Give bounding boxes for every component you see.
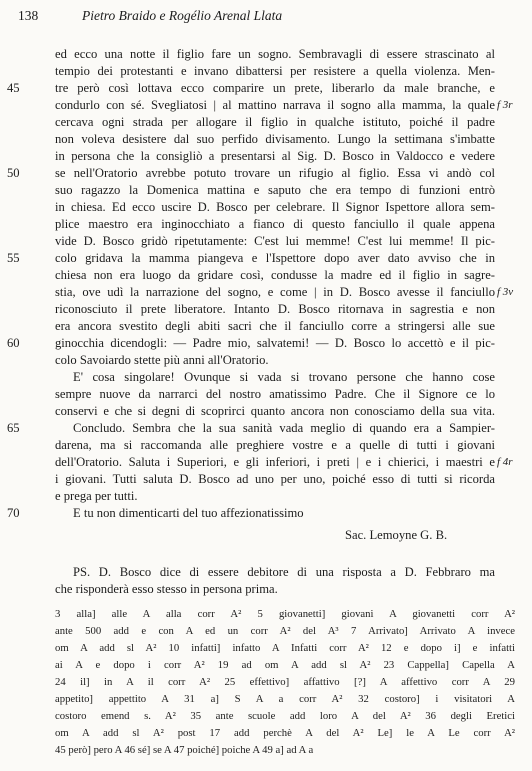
text-line: chiesa non era luogo da gridare così, condusse la madre ed il figlio in sagre- xyxy=(55,268,495,282)
folio-note: f 4r xyxy=(497,456,513,468)
text-line: tre però così lottava ecco comparire un prete, liberarlo da male branche, e xyxy=(55,81,495,95)
text-line: era ancora svestito degli abiti sacri che il fanciullo corre a stringersi alle sue xyxy=(55,319,495,333)
text-line: i giovani. Tutti saluta D. Bosco ad uno per uno, poiché esso di tutti si ricorda xyxy=(55,472,495,486)
text-line: colo gridava la mamma piangeva e l'Ispettore dopo aver dato avviso che in xyxy=(55,251,495,265)
apparatus-line: 3 alla] alle A alla corr A² 5 giovanetti] giovani A giovanetti corr A² xyxy=(55,608,515,620)
text-line: ed ecco una notte il figlio fare un sogno. Sembravagli di essere strascinato al xyxy=(55,47,495,61)
text-line: Concludo. Sembra che la sua sanità vada meglio di quando era a Sampier- xyxy=(73,421,495,435)
apparatus-line: om A add sl A² 10 infatti] infatto A Infatti corr A² 12 e dopo i] e infatti xyxy=(55,642,515,654)
text-line: sempre nuove da narrarci del nostro amatissimo Padre. Che il Signore ce lo xyxy=(55,387,495,401)
apparatus-line: om A add sl A² post 17 add perchè A del A² Le] le A Le corr A² xyxy=(55,727,515,739)
text-line: E' cosa singolare! Ovunque si vada si trovano persone che hanno cose xyxy=(73,370,495,384)
line-number: 65 xyxy=(7,421,20,435)
text-line: ginocchia dicendogli: — Padre mio, salvatemi! — D. Bosco lo accettò e il pic- xyxy=(55,336,495,350)
running-title: Pietro Braido e Rogélio Arenal Llata xyxy=(82,8,283,23)
line-number: 50 xyxy=(7,166,20,180)
text-line: se nell'Oratorio avrebbe potuto trovare un rifugio al figlio. Essa vi andò col xyxy=(55,166,495,180)
apparatus-line: 45 però] pero A 46 sé] se A 47 poiché] poiche A 49 a] ad A a xyxy=(55,744,314,756)
text-line: darena, ma si raccomanda alle preghiere vostre e a quelle di tutti i giovani xyxy=(55,438,495,452)
signature: Sac. Lemoyne G. B. xyxy=(345,528,448,542)
text-line: vide D. Bosco gridò ripetutamente: C'est lui memme! C'est lui memme! Il pic- xyxy=(55,234,495,248)
line-number: 60 xyxy=(7,336,20,350)
text-line: condurlo con sé. Svegliatosi | al mattino narrava il sogno alla mamma, la quale xyxy=(55,98,495,112)
text-line: tempio dei protestanti e invano dibattersi per resistere a quella violenza. Men- xyxy=(55,64,495,78)
text-line: riconosciuto il prete liberatore. Intanto D. Bosco ritornava in sagrestia e non xyxy=(55,302,495,316)
postscript-line: PS. D. Bosco dice di essere debitore di una risposta a D. Febbraro ma xyxy=(73,565,495,579)
folio-note: f 3r xyxy=(497,99,513,111)
apparatus-line: appetito] appettito A 31 a] S A a corr A² 32 costoro] i visitatori A xyxy=(55,693,515,705)
text-line: suo ragazzo la Domenica mattina e saputo che era tempo di funzioni entrò xyxy=(55,183,495,197)
text-line: non voleva desistere dal suo perfido divisamento. Lungo la settimana s'imbatte xyxy=(55,132,495,146)
text-line: in chiesa. Ed ecco uscire D. Bosco per celebrare. Il Signor Ispettore allora sem- xyxy=(55,200,495,214)
folio-note: f 3v xyxy=(497,286,514,298)
apparatus-line: ai A e dopo i corr A² 19 ad om A add sl A² 23 Cappella] Capella A xyxy=(55,659,515,671)
apparatus-line: 24 il] in A il corr A² 25 effettivo] affattivo [?] A affettivo corr A 29 xyxy=(55,676,515,688)
text-line: stia, ove udì la narrazione del sogno, e come | in D. Bosco avesse il fanciullo xyxy=(55,285,495,299)
text-line: colo Savoiardo stette più anni all'Oratorio. xyxy=(55,353,269,367)
text-line: dell'Oratorio. Saluta i Superiori, e gli inferiori, i preti | e i chierici, i maestri e xyxy=(55,455,495,469)
text-line: cercava ogni strada per allogare il figlio in qualche istituto, poiché il padre xyxy=(55,115,495,129)
line-number: 70 xyxy=(7,506,20,520)
apparatus-line: costoro emend s. A² 35 ante scuole add loro A del A² 36 degli Eretici xyxy=(55,710,515,722)
page-number: 138 xyxy=(18,8,39,23)
line-number: 55 xyxy=(7,251,20,265)
text-line: E tu non dimenticarti del tuo affezionatissimo xyxy=(73,506,304,520)
text-line: conservi e che si degni di scoprirci quanto ancora non conosciamo della sua vita. xyxy=(55,404,495,418)
text-line: e prega per tutti. xyxy=(55,489,138,503)
line-number: 45 xyxy=(7,81,20,95)
text-line: in persona che la consigliò a presentarsi al Sig. D. Bosco in Valdocco e vedere xyxy=(55,149,495,163)
text-line: plice maestro era inginocchiato a fianco di questo fanciullo il quale appena xyxy=(55,217,495,231)
apparatus-line: ante 500 add e con A ed un corr A² del A³ 7 Arrivato] Arrivato A invece xyxy=(55,625,515,637)
postscript-line: che risponderà esso stesso in persona prima. xyxy=(55,582,278,596)
running-header xyxy=(14,8,518,28)
